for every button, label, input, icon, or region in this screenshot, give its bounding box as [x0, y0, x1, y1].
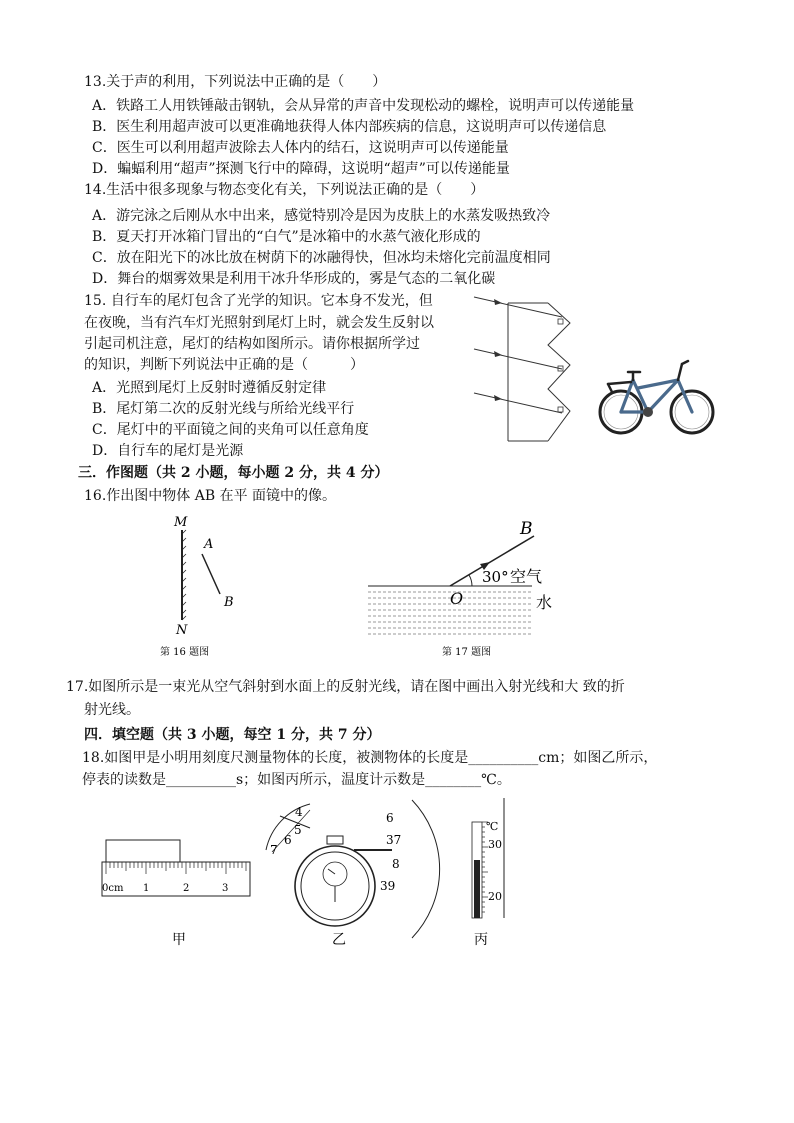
q13-option-c[interactable]: C．医生可以利用超声波除去人体内的结石，这说明声可以传递能量 [92, 140, 509, 156]
caption-bing: 丙 [474, 932, 488, 948]
ruler-label-2: 2 [183, 883, 190, 894]
thermo-label-20: 20 [488, 890, 502, 903]
caption-yi: 乙 [332, 932, 346, 948]
q15-option-a[interactable]: A．光照到尾灯上反射时遵循反射定律 [92, 380, 327, 396]
label-n: N [176, 623, 188, 638]
q15-option-c[interactable]: C．尾灯中的平面镜之间的夹角可以任意角度 [92, 422, 369, 438]
q15-stem-line2: 在夜晚，当有汽车灯光照射到尾灯上时，就会发生反射以 [84, 315, 434, 331]
q14-option-b[interactable]: B．夏天打开冰箱门冒出的“白气”是冰箱中的水蒸气液化形成的 [92, 229, 481, 245]
refraction-diagram [368, 512, 568, 657]
q14-stem: 14.生活中很多现象与物态变化有关，下列说法正确的是（ ） [84, 182, 485, 198]
q13-option-b[interactable]: B．医生利用超声波可以更准确地获得人体内部疾病的信息，这说明声可以传递信息 [92, 119, 607, 135]
q13-stem: 13.关于声的利用，下列说法中正确的是（ ） [84, 74, 387, 90]
small-dial-6: 6 [284, 833, 292, 847]
bicycle-image [598, 356, 716, 438]
q13-option-a[interactable]: A．铁路工人用铁锤敲击钢轨，会从异常的声音中发现松动的螺栓，说明声可以传递能量 [92, 98, 635, 114]
mirror-diagram [160, 512, 250, 657]
big-dial-37: 37 [386, 833, 402, 847]
angle-label: 30° [482, 568, 509, 586]
label-b: B [520, 519, 533, 539]
figure-17-caption: 第 17 题图 [442, 647, 492, 658]
ruler-label-1: 1 [143, 883, 150, 894]
caption-jia: 甲 [172, 932, 186, 948]
q14-option-a[interactable]: A．游完泳之后刚从水中出来，感觉特别冷是因为皮肤上的水蒸发吸热致冷 [92, 208, 551, 224]
thermo-unit: ℃ [486, 820, 499, 833]
q18-stem-line1: 18.如图甲是小明用刻度尺测量物体的长度，被测物体的长度是__________cm；如图乙所示， [82, 750, 658, 766]
water-label: 水 [536, 593, 553, 612]
q14-option-d[interactable]: D．舞台的烟雾效果是利用干冰升华形成的，雾是气态的二氧化碳 [92, 271, 496, 287]
air-label: 空气 [510, 567, 543, 586]
q16-stem: 16.作出图中物体 AB 在平 面镜中的像。 [84, 488, 337, 504]
label-b: B [224, 595, 234, 610]
thermo-label-30: 30 [488, 838, 502, 851]
ruler-figure [100, 838, 260, 948]
small-dial-7: 7 [270, 843, 278, 857]
q17-stem-line2: 射光线。 [84, 702, 140, 718]
figure-16-caption: 第 16 题图 [160, 647, 210, 658]
q13-option-d[interactable]: D．蝙蝠利用“超声”探测飞行中的障碍，这说明“超声”可以传递能量 [92, 161, 510, 177]
q15-stem-line4: 的知识，判断下列说法中正确的是（ ） [84, 357, 364, 373]
taillight-diagram [474, 293, 584, 443]
q15-stem-line3: 引起司机注意，尾灯的结构如图所示。请你根据所学过 [84, 336, 420, 352]
q14-option-c[interactable]: C．放在阳光下的冰比放在树荫下的冰融得快，但冰均未熔化完前温度相同 [92, 250, 551, 266]
label-o: O [450, 589, 464, 608]
stopwatch-figure [262, 798, 437, 948]
q15-option-d[interactable]: D．自行车的尾灯是光源 [92, 443, 244, 459]
q15-option-b[interactable]: B．尾灯第二次的反射光线与所给光线平行 [92, 401, 355, 417]
mercury-column [474, 860, 480, 918]
small-dial-5: 5 [294, 823, 302, 837]
big-dial-8: 8 [392, 857, 400, 871]
label-a: A [204, 537, 214, 552]
q18-stem-line2: 停表的读数是__________s；如图丙所示，温度计示数是________℃。 [82, 772, 511, 788]
small-dial-4: 4 [295, 805, 303, 819]
thermometer-figure [466, 798, 536, 948]
section-3-heading: 三．作图题（共 2 小题，每小题 2 分，共 4 分） [78, 465, 389, 481]
label-m: M [174, 515, 188, 530]
q15-stem-line1: 15. 自行车的尾灯包含了光学的知识。它本身不发光，但 [84, 293, 433, 309]
ruler-label-3: 3 [222, 883, 229, 894]
ruler-label-0: 0cm [102, 883, 124, 894]
q17-stem-line1: 17.如图所示是一束光从空气斜射到水面上的反射光线，请在图中画出入射光线和大 致的折 [66, 679, 625, 695]
section-4-heading: 四．填空题（共 3 小题，每空 1 分，共 7 分） [84, 727, 381, 743]
big-dial-39: 39 [380, 879, 396, 893]
big-dial-6: 6 [386, 811, 394, 825]
